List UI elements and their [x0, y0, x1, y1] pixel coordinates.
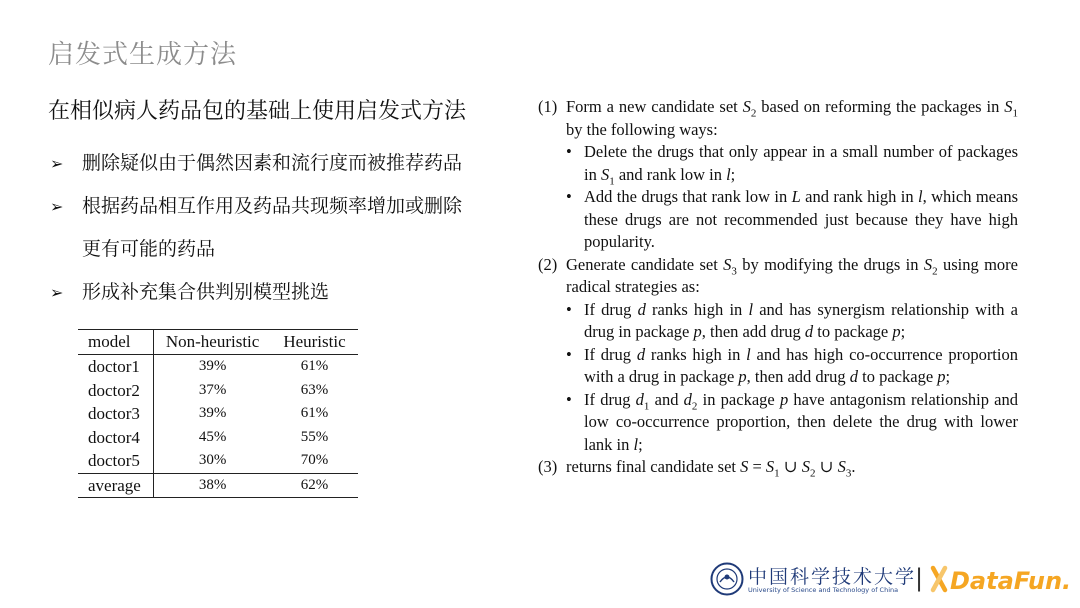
table-row [78, 402, 358, 426]
bullet-item [48, 271, 518, 314]
column-header: Heuristic [271, 330, 357, 355]
table-cell: doctor1 [78, 355, 153, 379]
step-subitem: • If drug d ranks high in l and has high co-occurrence proportion with a drug in package p, then add drug d to package p; [566, 344, 1018, 386]
table-average-row [78, 473, 358, 498]
table-cell: 45% [198, 428, 227, 445]
step-text: Form a new candidate set $S_2$ based on reforming the packages in $S_1$ by the following ways: [566, 97, 1018, 139]
bullet-text: 更有可能的药品 [82, 238, 216, 260]
table-cell: 30% [198, 452, 227, 468]
bullet-dot-icon: • [566, 142, 572, 161]
step-text: Generate candidate set $S_3$ by modifying the drugs in $S_2$ using more radical strategies as: [566, 254, 1018, 296]
table-cell: 62% [271, 473, 357, 498]
table-cell: doctor3 [78, 402, 153, 426]
datafun-x-icon [933, 568, 945, 590]
university-name: 中国科学技术大学 [748, 566, 917, 588]
table-row [78, 379, 358, 403]
table-cell: 63% [300, 381, 329, 398]
ustc-emblem-icon [710, 562, 744, 596]
algorithm-step-3 [538, 456, 1018, 479]
bullet-text: 删除疑似由于偶然因素和流行度而被推荐药品 [82, 152, 463, 174]
table-cell: doctor2 [78, 379, 153, 403]
step-subitem: • Delete the drugs that only appear in a small number of packages in $S_1$ and rank low in l; [566, 142, 1018, 187]
footer-logos [700, 556, 1080, 606]
table-row [78, 355, 358, 379]
bullet-text: 形成补充集合供判别模型挑选 [82, 281, 330, 303]
bullet-item [48, 185, 518, 228]
arrow-bullet-icon: ➢ [50, 283, 64, 302]
bullet-list [48, 142, 518, 314]
table-row [78, 449, 358, 473]
bullet-dot-icon: • [566, 344, 572, 364]
table-cell: 70% [300, 452, 329, 468]
table-row [78, 426, 358, 450]
table-header-row [78, 330, 358, 355]
bullet-text: 根据药品相互作用及药品共现频率增加或删除 [82, 195, 463, 217]
logo-separator: | [915, 564, 924, 592]
table-cell: 39% [198, 358, 227, 374]
step-subitem: • If drug $d_1$ and $d_2$ in package p have antagonism relationship and low co-occurrence proportion, then delete the drug with lower lank in l; [566, 389, 1018, 454]
page-title: 启发式生成方法 [48, 40, 238, 70]
section-heading: 在相似病人药品包的基础上使用启发式方法 [48, 99, 467, 124]
arrow-bullet-icon: ➢ [50, 154, 64, 173]
step-number: (2) [538, 254, 558, 274]
table-cell: 61% [300, 405, 329, 421]
bullet-dot-icon: • [566, 389, 572, 409]
table-cell: doctor4 [78, 426, 153, 450]
step-subitem: • If drug d ranks high in l and has synergism relationship with a drug in package p, then add drug d to package p; [566, 299, 1019, 341]
bullet-dot-icon: • [566, 187, 572, 206]
column-header: Non-heuristic [153, 330, 271, 355]
step-number: (3) [538, 457, 558, 476]
table-cell: 38% [153, 473, 271, 498]
step-text: returns final candidate set $S = S_1$ ∪ $S_2$ ∪ $S_3$. [566, 457, 856, 480]
comparison-table [78, 329, 358, 498]
algorithm-step-2 [538, 254, 1018, 299]
bullet-continuation [48, 228, 518, 271]
datafun-logo [930, 562, 1075, 596]
brand-text: DataFun. [950, 567, 1072, 595]
table-cell: 55% [300, 428, 329, 445]
table-cell: average [78, 473, 153, 498]
table-cell: 39% [198, 405, 227, 421]
step-subitem: • Add the drugs that rank low in L and rank high in l, which means these drugs are not recommended just because they have high popularity. [566, 187, 1018, 251]
algorithm-steps [538, 96, 1018, 479]
column-header: model [78, 330, 153, 355]
table-cell: 61% [300, 358, 329, 374]
bullet-item [48, 142, 518, 185]
arrow-bullet-icon: ➢ [50, 197, 64, 216]
table-cell: 37% [198, 381, 227, 398]
bullet-dot-icon: • [566, 299, 572, 319]
step-number: (1) [538, 97, 558, 116]
table-cell: doctor5 [78, 449, 153, 473]
university-name-en: University of Science and Technology of China [748, 586, 899, 594]
algorithm-step-1 [538, 96, 1018, 141]
